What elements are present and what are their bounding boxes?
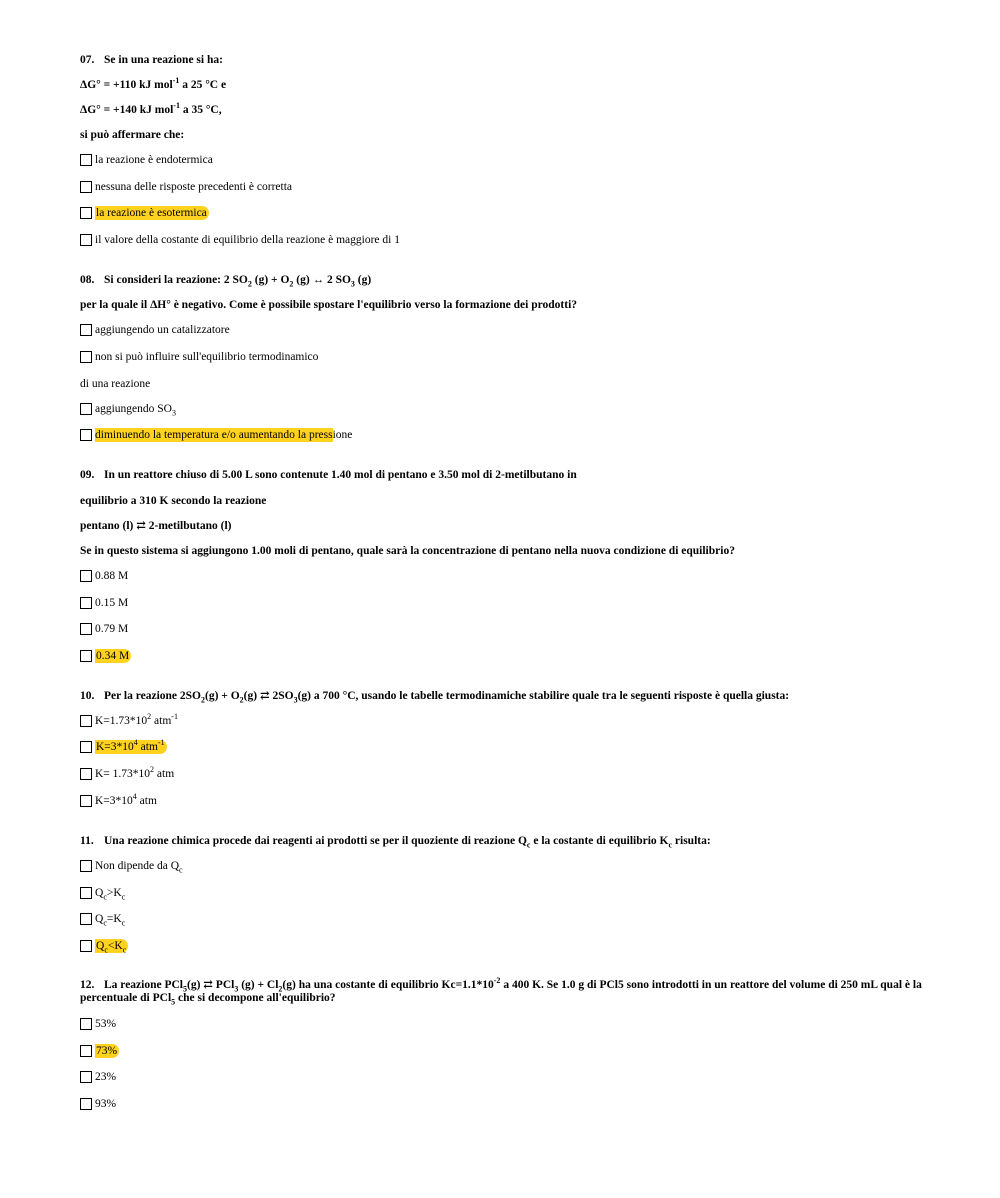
answer-option[interactable]: [80, 740, 167, 754]
option-continuation: di una reazione: [80, 378, 151, 390]
question-number: 09.: [80, 469, 95, 481]
question-q09-text: 09. In un reattore chiuso di 5.00 L sono contenute 1.40 mol di pentano e 3.50 mol di 2-metilbutano in: [80, 469, 577, 481]
checkbox[interactable]: [80, 623, 92, 635]
answer-option[interactable]: [80, 569, 128, 583]
question-q08-text: 08. Si consideri la reazione: 2 $SO_2$ $(g) + O_2$ (g) ↔ 2 $SO_3$ (g): [80, 274, 372, 289]
option-label: aggiungendo un catalizzatore: [95, 324, 230, 336]
checkbox[interactable]: [80, 795, 92, 807]
checkbox[interactable]: [80, 768, 92, 780]
option-label: 93%: [95, 1098, 117, 1110]
checkbox[interactable]: [80, 1018, 92, 1030]
answer-option[interactable]: [80, 323, 230, 337]
checkbox[interactable]: [80, 207, 92, 219]
question-q07-text: 07. Se in una reazione si ha:: [80, 54, 223, 66]
checkbox[interactable]: [80, 940, 92, 952]
answer-option[interactable]: [80, 859, 183, 873]
answer-option[interactable]: [80, 1044, 119, 1058]
checkbox[interactable]: [80, 234, 92, 246]
question-number: 08.: [80, 274, 95, 286]
answer-option[interactable]: [80, 350, 318, 364]
question-q07-line: ΔG° = +140 kJ mol$^{-1}$ a 35 °C,: [80, 101, 222, 116]
answer-option[interactable]: [80, 180, 292, 194]
answer-option[interactable]: [80, 649, 131, 663]
checkbox[interactable]: [80, 324, 92, 336]
option-label: il valore della costante di equilibrio della reazione è maggiore di 1: [95, 234, 400, 246]
question-number: 11.: [80, 835, 94, 847]
question-number: 07.: [80, 54, 95, 66]
answer-option[interactable]: [80, 794, 157, 808]
checkbox[interactable]: [80, 181, 92, 193]
option-label: non si può influire sull'equilibrio termodinamico: [95, 351, 319, 363]
question-q08-line: per la quale il ΔH° è negativo. Come è possibile spostare l'equilibrio verso la formazione dei prodotti?: [80, 299, 578, 311]
checkbox[interactable]: [80, 597, 92, 609]
option-label: $Q_c=K_c$: [95, 913, 126, 928]
checkbox[interactable]: [80, 715, 92, 727]
answer-option[interactable]: [80, 1097, 116, 1111]
answer-option[interactable]: [80, 153, 213, 167]
checkbox[interactable]: [80, 403, 92, 415]
checkbox[interactable]: [80, 913, 92, 925]
option-label: $Q_c>K_c$: [95, 887, 126, 902]
answer-option[interactable]: [80, 1070, 116, 1084]
question-q09-line: equilibrio a 310 K secondo la reazione: [80, 495, 267, 507]
option-label: aggiungendo $SO_3$: [95, 403, 176, 418]
question-q09-line: Se in questo sistema si aggiungono 1.00 moli di pentano, quale sarà la concentrazione di pentano nella nuova condizione di equilibrio?: [80, 545, 735, 557]
option-label: $K=3*10^4$ atm: [95, 792, 157, 807]
option-label: la reazione è esotermica: [96, 207, 207, 219]
option-label: nessuna delle risposte precedenti è corretta: [95, 181, 293, 193]
answer-option[interactable]: [80, 767, 174, 781]
question-q07-line: ΔG° = +110 kJ mol$^{-1}$ a 25 °C e: [80, 76, 227, 91]
question-q11-text: 11. Una reazione chimica procede dai reagenti ai prodotti se per il quoziente di reazione $Q_c$ e la costante di equilibrio $K_c$ risulta:: [80, 835, 711, 850]
question-number: 12.: [80, 979, 95, 991]
checkbox[interactable]: [80, 1098, 92, 1110]
checkbox[interactable]: [80, 860, 92, 872]
checkbox[interactable]: [80, 154, 92, 166]
answer-option[interactable]: [80, 886, 125, 900]
checkbox[interactable]: [80, 650, 92, 662]
option-label: 23%: [95, 1071, 117, 1083]
option-label: $K=1.73*10^2$ atm$^{-1}$: [95, 712, 178, 727]
answer-option[interactable]: [80, 714, 178, 728]
answer-option[interactable]: [80, 233, 400, 247]
answer-option[interactable]: [80, 912, 125, 926]
question-q10-text: 10. Per la reazione $2SO_2(g) + O_2(g)$ ⇄ $2SO_3(g)$ a 700 °C, usando le tabelle termodinamiche stabilire quale tra le seguenti risposte è quella giusta:: [80, 690, 790, 705]
answer-option[interactable]: [80, 402, 176, 416]
checkbox[interactable]: [80, 1071, 92, 1083]
option-label: $K=3*10^4$ atm$^{-1}$: [96, 738, 165, 753]
question-number: 10.: [80, 690, 95, 702]
option-label: 53%: [95, 1018, 117, 1030]
question-q12-text: 12. La reazione PCl$_5$(g) ⇄ PCl$_3$ $(g) + Cl_2(g)$ ha una costante di equilibrio $Kc=1.1*10^{-2}$ a 400 K. Se 1.0 g di PCl5 sono introdotti in un reattore del volume di 250 mL qual è la percentuale di PCl$_5$ che si decompone all'equilibrio?: [80, 976, 922, 1007]
checkbox[interactable]: [80, 741, 92, 753]
answer-option[interactable]: [80, 1017, 116, 1031]
option-label: $K= 1.73*10^2$ atm: [95, 765, 175, 780]
checkbox[interactable]: [80, 570, 92, 582]
option-label: la reazione è endotermica: [95, 154, 213, 166]
answer-option[interactable]: [80, 939, 128, 953]
option-label: Non dipende da $Q_c$: [95, 860, 183, 875]
answer-option[interactable]: [80, 428, 352, 442]
option-label: diminuendo la temperatura e/o aumentando la pressione: [95, 429, 353, 441]
option-label: 0.34 M: [96, 650, 130, 662]
checkbox[interactable]: [80, 1045, 92, 1057]
option-label: 0.15 M: [95, 597, 129, 609]
checkbox[interactable]: [80, 429, 92, 441]
checkbox[interactable]: [80, 887, 92, 899]
option-label: 0.88 M: [95, 570, 129, 582]
option-label: 73%: [96, 1045, 118, 1057]
option-label: 0.79 M: [95, 623, 129, 635]
question-q09-line: pentano (l) ⇄ 2-metilbutano (l): [80, 520, 232, 532]
checkbox[interactable]: [80, 351, 92, 363]
answer-option[interactable]: [80, 206, 209, 220]
answer-option[interactable]: [80, 622, 128, 636]
answer-option[interactable]: [80, 596, 128, 610]
question-q07-line: si può affermare che:: [80, 129, 185, 141]
option-label: $Q_c<K_c$: [96, 940, 127, 955]
